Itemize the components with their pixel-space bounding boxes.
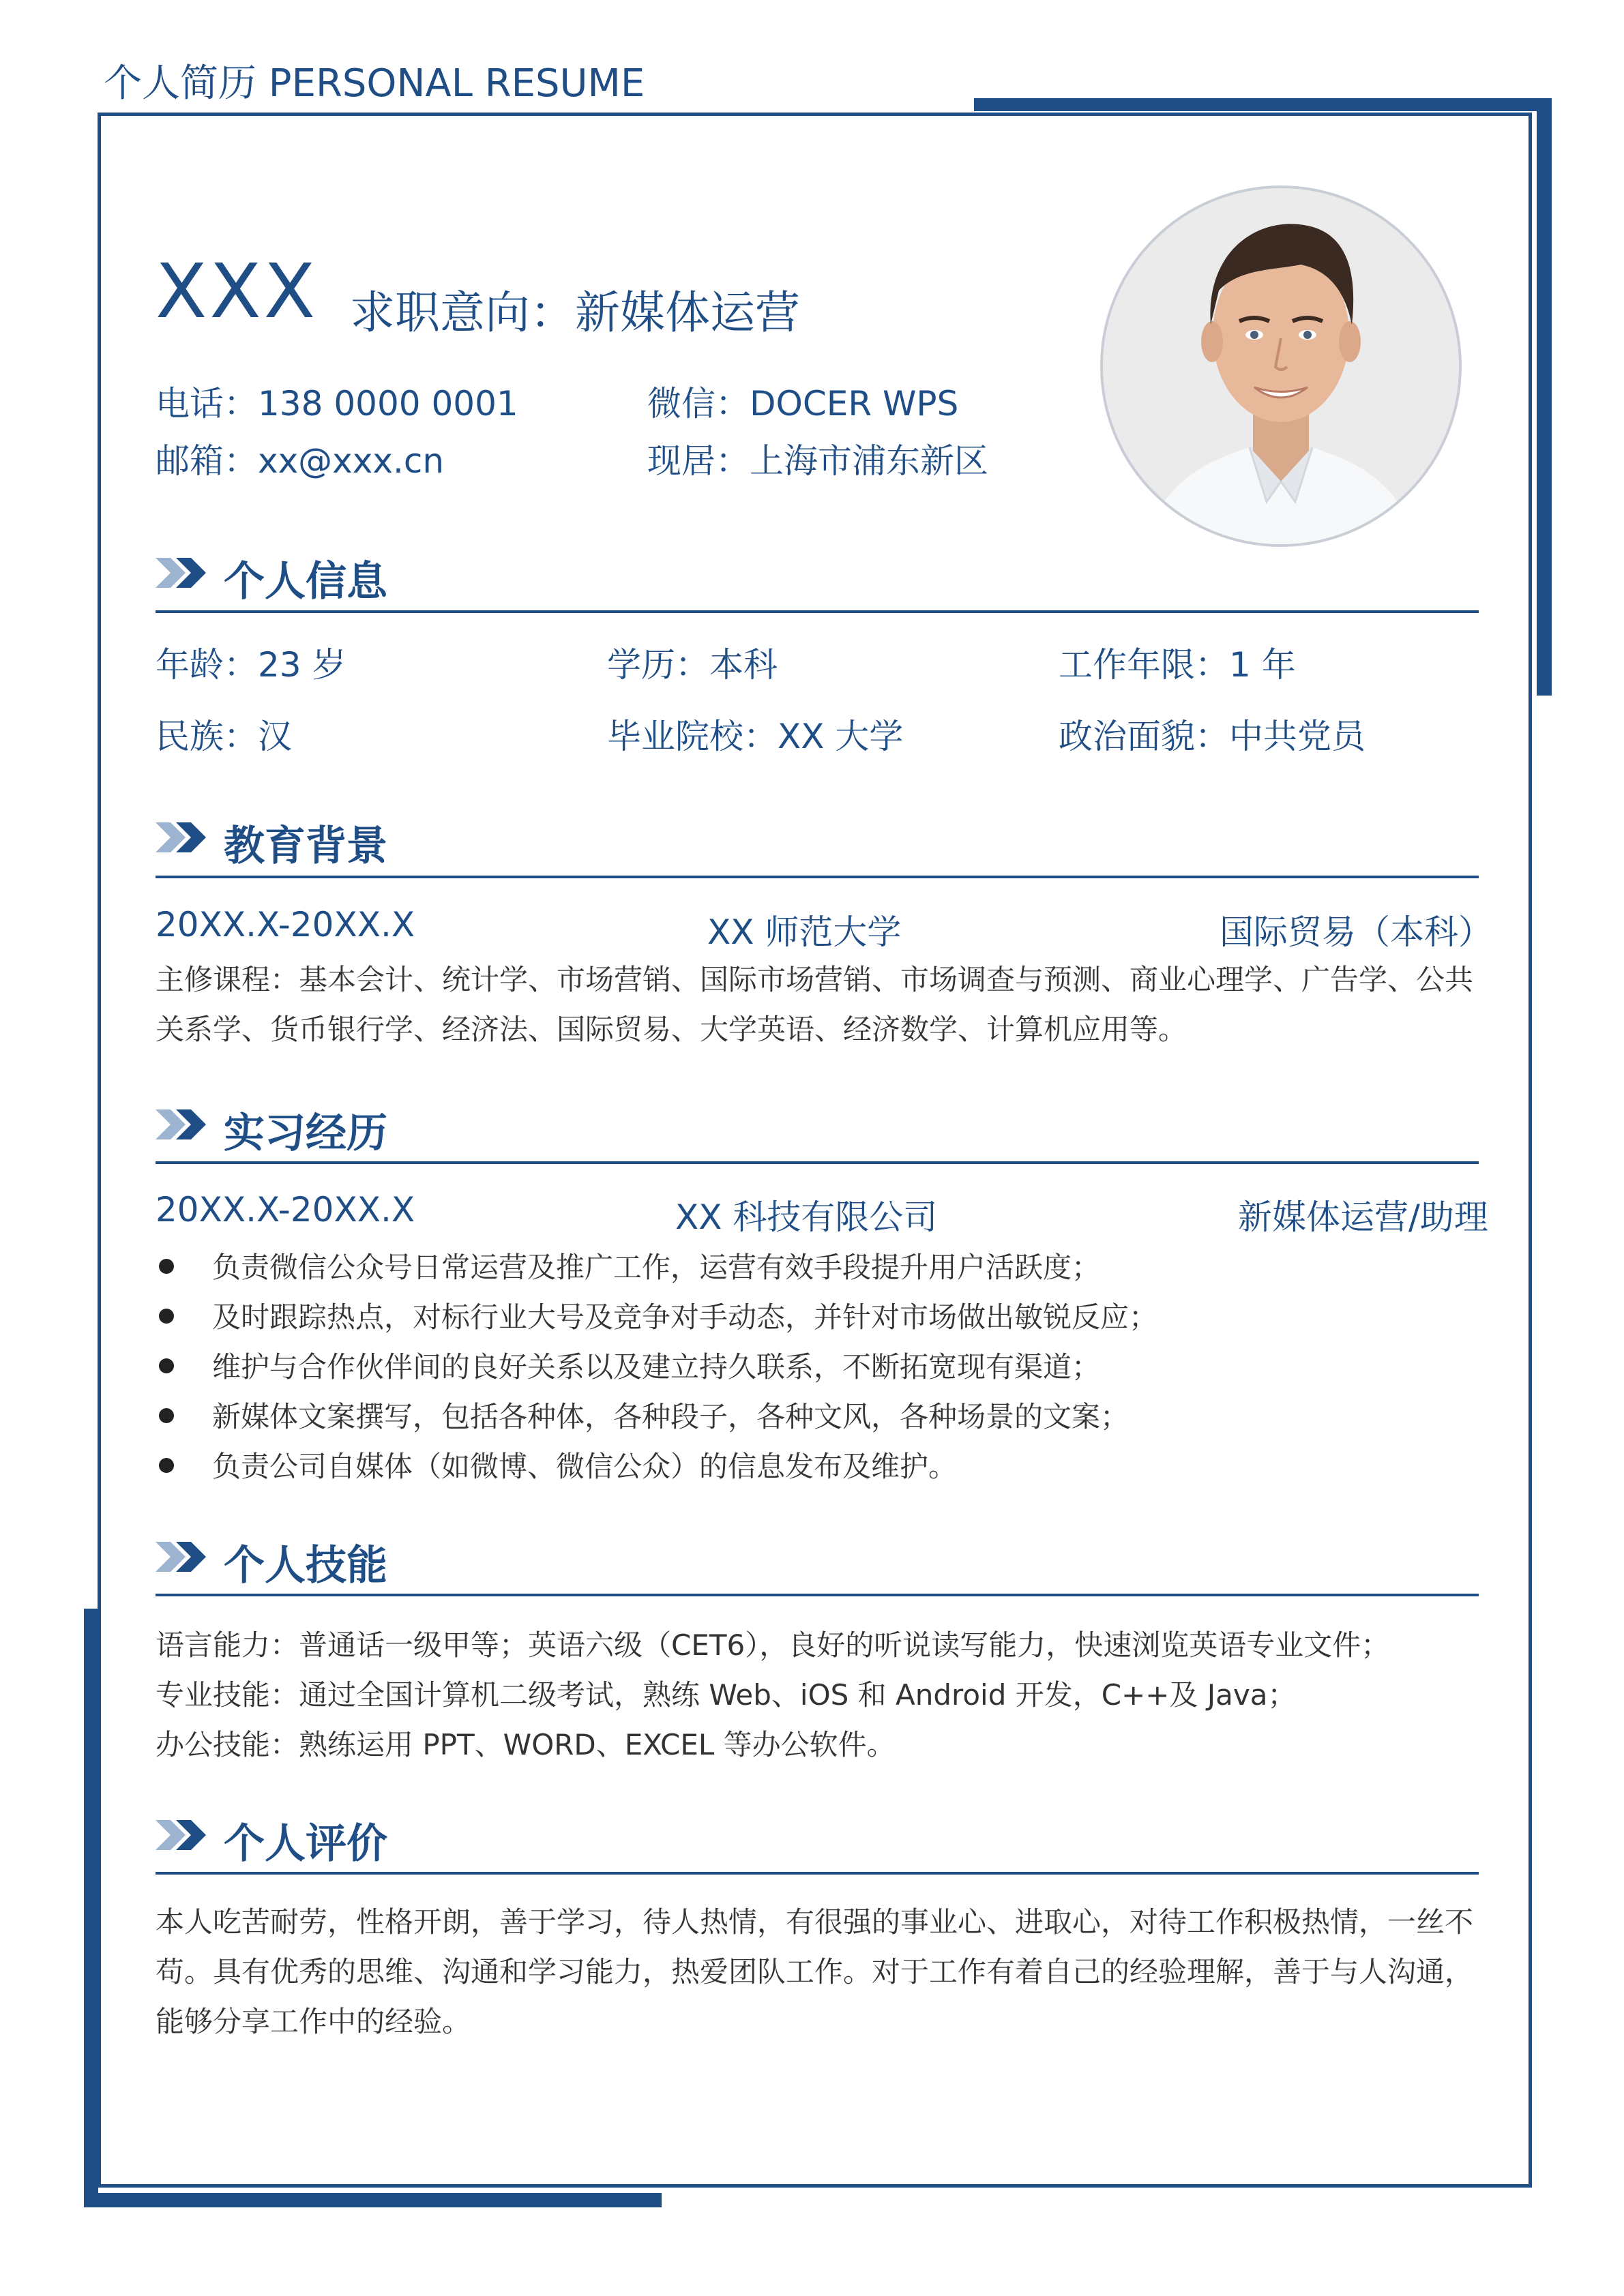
internship-duty: 负责公司自媒体（如微博、微信公众）的信息发布及维护。 — [212, 1450, 958, 1483]
email: 邮箱：xx@xxx.cn — [156, 441, 445, 481]
portrait-illustration — [1103, 188, 1459, 544]
internship-duty: 及时跟踪热点，对标行业大号及竞争对手动态，并针对市场做出敏锐反应； — [212, 1300, 1158, 1334]
bullet-dot-icon — [159, 1408, 174, 1423]
section-divider — [156, 876, 1479, 878]
info-political: 政治面貌：中共党员 — [1059, 717, 1365, 756]
bullet-dot-icon — [159, 1458, 174, 1473]
frame-bar-top — [974, 98, 1552, 111]
skill-language: 语言能力：普通话一级甲等；英语六级（CET6），良好的听说读写能力，快速浏览英语专业文件； — [156, 1628, 1390, 1662]
job-objective: 求职意向：新媒体运营 — [350, 286, 800, 339]
internship-period: 20XX.X-20XX.X — [156, 1190, 415, 1229]
section-divider — [156, 1872, 1479, 1875]
education-courses: 主修课程：基本会计、统计学、市场营销、国际市场营销、市场调查与预测、商业心理学、广告学、公共关系学、货币银行学、经济法、国际贸易、大学英语、经济数学、计算机应用等。 — [156, 963, 1474, 1046]
double-chevron-icon — [156, 558, 206, 588]
internship-duty: 维护与合作伙伴间的良好关系以及建立持久联系，不断拓宽现有渠道； — [212, 1350, 1101, 1384]
double-chevron-icon — [156, 1109, 206, 1139]
internship-company: XX 科技有限公司 — [675, 1197, 938, 1237]
info-school: 毕业院校：XX 大学 — [607, 717, 904, 756]
education-school: XX 师范大学 — [707, 912, 902, 952]
section-title-evaluation: 个人评价 — [224, 1820, 387, 1868]
wechat: 微信：DOCER WPS — [647, 384, 959, 423]
residence: 现居：上海市浦东新区 — [647, 441, 988, 481]
section-title-skills: 个人技能 — [224, 1542, 387, 1590]
internship-duty: 负责微信公众号日常运营及推广工作，运营有效手段提升用户活跃度； — [212, 1251, 1101, 1284]
phone: 电话：138 0000 0001 — [156, 384, 518, 423]
profile-photo — [1100, 185, 1462, 547]
frame-bar-right — [1537, 98, 1552, 696]
section-title-education: 教育背景 — [224, 822, 387, 870]
candidate-name: XXX — [156, 248, 319, 335]
document-title: 个人简历 PERSONAL RESUME — [104, 61, 645, 106]
section-divider — [156, 610, 1479, 613]
bullet-dot-icon — [159, 1309, 174, 1324]
double-chevron-icon — [156, 822, 206, 852]
education-period: 20XX.X-20XX.X — [156, 905, 415, 944]
section-title-internship: 实习经历 — [224, 1109, 387, 1157]
info-age: 年龄：23 岁 — [156, 645, 346, 685]
section-divider — [156, 1161, 1479, 1164]
bullet-dot-icon — [159, 1358, 174, 1373]
self-evaluation: 本人吃苦耐劳，性格开朗，善于学习，待人热情，有很强的事业心、进取心，对待工作积极热情，一丝不苟。具有优秀的思维、沟通和学习能力，热爱团队工作。对于工作有着自己的经验理解，善于与人沟通，能够分享工作中的经验。 — [156, 1905, 1474, 2038]
double-chevron-icon — [156, 1820, 206, 1850]
double-chevron-icon — [156, 1542, 206, 1572]
internship-duty: 新媒体文案撰写，包括各种体，各种段子，各种文风，各种场景的文案； — [212, 1400, 1130, 1433]
section-divider — [156, 1594, 1479, 1596]
bullet-dot-icon — [159, 1259, 174, 1274]
frame-bar-left — [84, 1609, 98, 2207]
info-work-years: 工作年限：1 年 — [1059, 645, 1296, 685]
info-degree: 学历：本科 — [607, 645, 778, 685]
info-ethnicity: 民族：汉 — [156, 717, 292, 756]
education-major: 国际贸易（本科） — [1220, 912, 1492, 952]
frame-bar-bottom — [84, 2193, 662, 2207]
skill-professional: 专业技能：通过全国计算机二级考试，熟练 Web、iOS 和 Android 开发，C++及 Java； — [156, 1678, 1297, 1712]
section-title-personal-info: 个人信息 — [224, 558, 387, 606]
skill-office: 办公技能：熟练运用 PPT、WORD、EXCEL 等办公软件。 — [156, 1728, 896, 1761]
internship-role: 新媒体运营/助理 — [1238, 1197, 1488, 1237]
